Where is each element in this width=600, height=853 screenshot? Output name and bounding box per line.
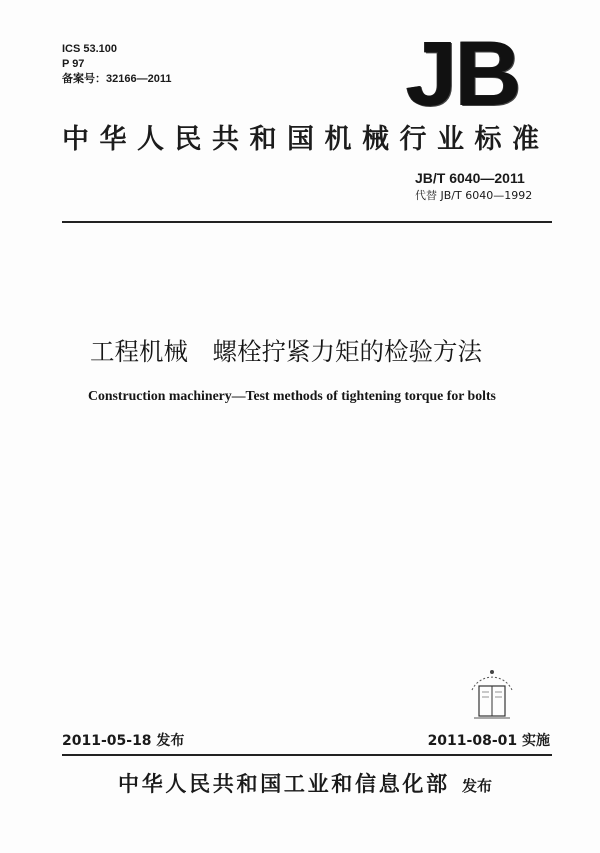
issuing-authority: 中华人民共和国工业和信息化部	[118, 772, 450, 796]
standard-category-heading: 中华人民共和国机械行业标准	[62, 124, 550, 155]
title-chinese: 工程机械 螺栓拧紧力矩的检验方法	[90, 337, 482, 366]
implementation-date: 2011-08-01 实施	[427, 733, 550, 749]
filing-number: 备案号：32166—2011	[62, 73, 172, 85]
ics-code: ICS 53.100	[62, 43, 118, 55]
top-divider	[62, 221, 552, 223]
issuing-action: 发布	[462, 777, 493, 795]
issue-date: 2011-05-18 发布	[62, 733, 185, 749]
publisher-emblem-icon	[462, 664, 522, 724]
jb-logo: JB	[406, 23, 520, 125]
ccs-code: P 97	[62, 58, 85, 70]
emblem-dot	[490, 670, 494, 674]
standard-number: JB/T 6040—2011	[415, 170, 525, 186]
bottom-divider	[62, 754, 552, 756]
replaced-standard: 代替 JB/T 6040—1992	[415, 189, 533, 202]
title-english: Construction machinery—Test methods of tightening torque for bolts	[88, 388, 496, 403]
